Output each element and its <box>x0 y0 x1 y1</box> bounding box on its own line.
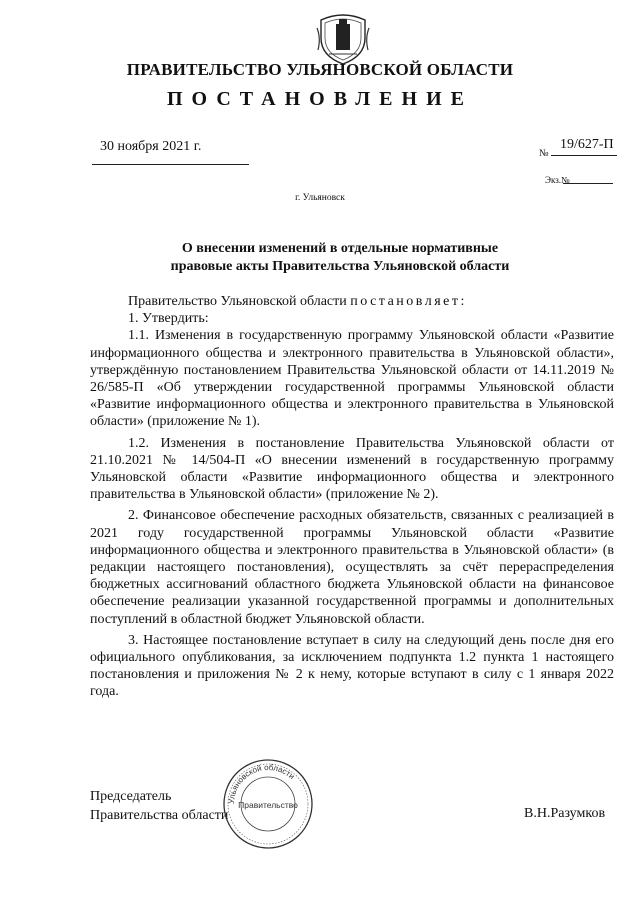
item-3: 3. Настоящее постановление вступает в силу на следующий день после дня его официального опубликования, за исключением подпункта 1.2 пункта 1 настоящего постановления и приложения № 2 к нему, которые вступают в силу с 1 января 2022 года. <box>90 632 614 700</box>
document-subject <box>140 240 540 276</box>
number-underline <box>551 155 617 156</box>
subject-line-2: правовые акты Правительства Ульяновской области <box>170 259 510 274</box>
government-title: ПРАВИТЕЛЬСТВО УЛЬЯНОВСКОЙ ОБЛАСТИ <box>126 60 514 79</box>
intro-verb: постановляет <box>350 294 461 309</box>
number-label: № <box>539 148 549 159</box>
document-body <box>90 293 614 701</box>
copy-label: Экз.№ <box>545 175 570 185</box>
official-seal <box>222 758 314 850</box>
position-line-2: Правительства области <box>90 808 229 823</box>
item-1-2: 1.2. Изменения в постановление Правительства Ульяновской области от 21.10.2021 № 14/504-П «О внесении изменений в государственную программу Ульяновской области «Развитие информационного общества и электронного правительства в Ульяновской области» (приложение № 2). <box>90 435 614 503</box>
intro-prefix: Правительство Ульяновской области <box>128 294 351 309</box>
intro-suffix: : <box>460 294 465 309</box>
subject-line-1: О внесении изменений в отдельные нормативные <box>181 241 499 256</box>
position-line-1: Председатель <box>90 789 172 804</box>
seal-ring-text: Ульяновской области <box>226 762 297 805</box>
seal-center-text: Правительство <box>238 800 298 810</box>
document-date: 30 ноября 2021 г. <box>100 139 202 154</box>
intro-paragraph <box>90 293 614 310</box>
coat-of-arms-emblem <box>315 8 371 66</box>
date-underline <box>92 164 249 165</box>
document-type: ПОСТАНОВЛЕНИЕ <box>167 88 473 110</box>
signatory-name: В.Н.Разумков <box>524 806 606 821</box>
city: г. Ульяновск <box>295 193 345 203</box>
item-1-1: 1.1. Изменения в государственную программу Ульяновской области «Развитие информационного общества и электронного правительства в Ульяновской области», утверждённую постановлением Правительства Ульяновской области от 14.11.2019 № 26/585-П «Об утверждении государственной программы Ульяновской области «Развитие информационного общества и электронного правительства в Ульяновской области» (приложение № 1). <box>90 328 614 430</box>
signatory-position <box>90 787 228 825</box>
document-number: 19/627-П <box>560 137 614 152</box>
copy-underline <box>563 183 613 184</box>
item-2: 2. Финансовое обеспечение расходных обязательств, связанных с реализацией в 2021 году государственной программы Ульяновской области «Развитие информационного общества и электронного правительства в Ульяновской области» (в редакции настоящего постановления), осуществлять за счёт перераспределения бюджетных ассигнований областного бюджета Ульяновской области на финансовое обеспечение реализации указанной государственной программы и дополнительных поступлений в областной бюджет Ульяновской области. <box>90 508 614 627</box>
item-1: 1. Утвердить: <box>128 311 209 327</box>
